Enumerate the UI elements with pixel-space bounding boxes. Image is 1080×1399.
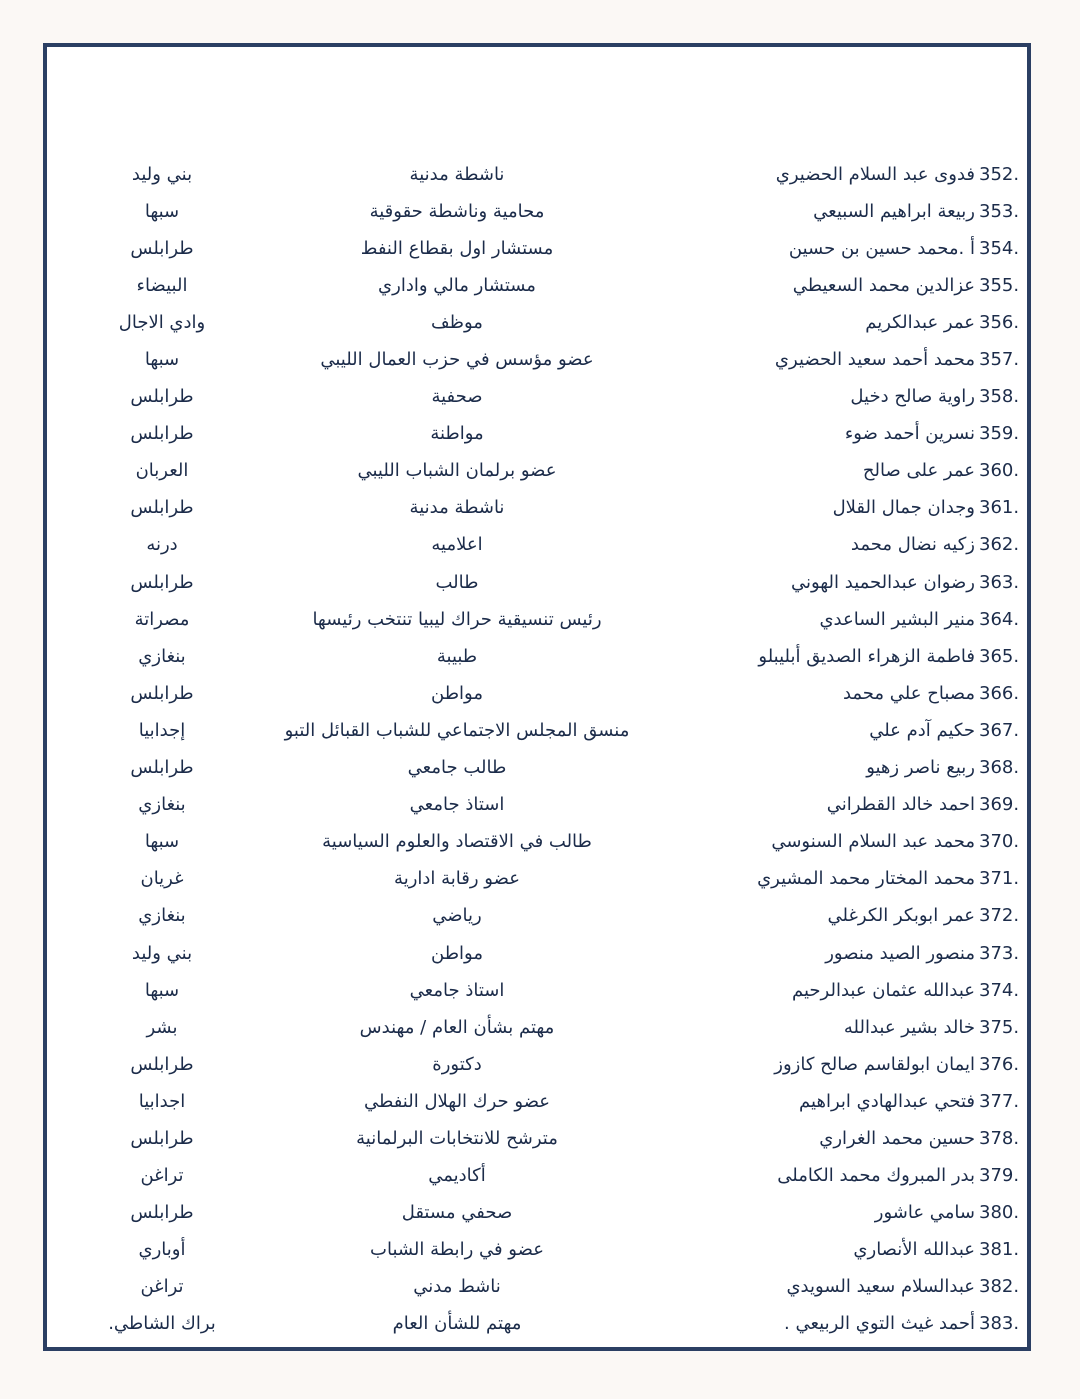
list-item: [47, 453, 1035, 490]
person-name: عمر عبدالكريم: [865, 311, 975, 333]
list-item: [47, 1232, 1035, 1269]
person-name: عزالدين محمد السعيطي: [792, 274, 975, 296]
row-number: 372.: [979, 905, 1020, 927]
person-role: ناشطة مدنية: [409, 163, 505, 185]
list-item: [47, 712, 1035, 749]
person-city: البيضاء: [136, 274, 188, 296]
list-item: [47, 675, 1035, 712]
person-name: فدوى عبد السلام الحضيري: [775, 163, 975, 185]
person-role: أكاديمي: [428, 1165, 486, 1187]
person-role: منسق المجلس الاجتماعي للشباب القبائل التبو: [284, 719, 630, 741]
list-item: [47, 267, 1035, 304]
list-item: [47, 230, 1035, 267]
row-number: 370.: [979, 831, 1020, 853]
person-name: محمد عبد السلام السنوسي: [771, 831, 975, 853]
person-city: بشر: [146, 1016, 178, 1038]
row-number: 383.: [979, 1313, 1020, 1335]
row-number: 362.: [979, 534, 1020, 556]
row-number: 380.: [979, 1202, 1020, 1224]
person-city: بنغازي: [138, 905, 186, 927]
person-name: ربيعة ابراهيم السبيعي: [813, 200, 975, 222]
person-role: استاذ جامعي: [409, 979, 505, 1001]
list-item: [47, 1306, 1035, 1343]
person-role: عضو مؤسس في حزب العمال الليبي: [320, 349, 594, 371]
person-city: طرابلس: [130, 571, 194, 593]
list-item: [47, 527, 1035, 564]
person-role: طالب: [435, 571, 479, 593]
person-role: مهتم للشأن العام: [392, 1313, 522, 1335]
row-number: 357.: [979, 349, 1020, 371]
person-role: محامية وناشطة حقوقية: [369, 200, 545, 222]
person-name: عبدالله عثمان عبدالرحيم: [791, 979, 975, 1001]
person-city: العربان: [135, 460, 189, 482]
person-role: اعلاميه: [431, 534, 483, 556]
person-role: دكتورة: [432, 1053, 482, 1075]
person-city: طرابلس: [130, 1053, 194, 1075]
person-role: صحفية: [431, 386, 483, 408]
person-name: فاطمة الزهراء الصديق أبليبلو: [758, 645, 975, 667]
person-name: أ .محمد حسين بن حسين: [788, 237, 975, 259]
list-item: [47, 1009, 1035, 1046]
document-frame: [43, 43, 1031, 1351]
list-item: [47, 1158, 1035, 1195]
list-item: [47, 564, 1035, 601]
person-city: طرابلس: [130, 1127, 194, 1149]
row-number: 378.: [979, 1127, 1020, 1149]
row-number: 379.: [979, 1165, 1020, 1187]
row-number: 368.: [979, 757, 1020, 779]
row-number: 375.: [979, 1016, 1020, 1038]
person-role: استاذ جامعي: [409, 794, 505, 816]
person-role: ناشطة مدنية: [409, 497, 505, 519]
person-city: سبها: [144, 200, 180, 222]
list-item: [47, 750, 1035, 787]
person-name: عبدالله الأنصاري: [853, 1239, 975, 1261]
list-item: [47, 379, 1035, 416]
person-city: سبها: [144, 831, 180, 853]
row-number: 353.: [979, 200, 1020, 222]
person-city: براك الشاطي.: [108, 1313, 216, 1335]
person-name: أحمد غيث التوي الربيعي .: [784, 1313, 975, 1335]
person-city: طرابلس: [130, 757, 194, 779]
person-name: احمد خالد القطراني: [826, 794, 975, 816]
list-item: [47, 1083, 1035, 1120]
person-role: موظف: [431, 311, 483, 333]
list-item: [47, 1120, 1035, 1157]
person-city: بني وليد: [131, 942, 193, 964]
names-list: [47, 156, 1035, 1343]
row-number: 371.: [979, 868, 1020, 890]
person-name: سامي عاشور: [874, 1202, 975, 1224]
person-city: مصراتة: [134, 608, 190, 630]
person-role: عضو في رابطة الشباب: [370, 1239, 544, 1261]
person-city: طرابلس: [130, 237, 194, 259]
list-item: [47, 341, 1035, 378]
list-item: [47, 1046, 1035, 1083]
list-item: [47, 824, 1035, 861]
row-number: 360.: [979, 460, 1020, 482]
row-number: 356.: [979, 311, 1020, 333]
person-name: محمد أحمد سعيد الحضيري: [774, 349, 975, 371]
person-name: حسين محمد الغراري: [819, 1127, 975, 1149]
person-role: طالب في الاقتصاد والعلوم السياسية: [322, 831, 592, 853]
row-number: 359.: [979, 423, 1020, 445]
person-role: رئيس تنسيقية حراك ليبيا تنتخب رئيسها: [312, 608, 602, 630]
row-number: 367.: [979, 719, 1020, 741]
person-name: خالد بشير عبدالله: [843, 1016, 975, 1038]
person-name: نسرين أحمد ضوء: [844, 423, 975, 445]
person-name: منير البشير الساعدي: [819, 608, 975, 630]
person-city: سبها: [144, 979, 180, 1001]
person-name: زكيه نضال محمد: [850, 534, 975, 556]
person-role: عضو حرك الهلال النفطي: [363, 1090, 551, 1112]
row-number: 382.: [979, 1276, 1020, 1298]
person-city: أوباري: [138, 1239, 186, 1261]
person-city: سبها: [144, 349, 180, 371]
row-number: 363.: [979, 571, 1020, 593]
person-name: منصور الصيد منصور: [825, 942, 975, 964]
person-role: مترشح للانتخابات البرلمانية: [356, 1127, 558, 1149]
list-item: [47, 1195, 1035, 1232]
person-role: صحفي مستقل: [401, 1202, 513, 1224]
person-role: عضو برلمان الشباب الليبي: [357, 460, 557, 482]
person-city: طرابلس: [130, 386, 194, 408]
person-name: محمد المختار محمد المشيري: [757, 868, 975, 890]
person-name: راوية صالح دخيل: [850, 386, 975, 408]
list-item: [47, 601, 1035, 638]
person-role: مواطن: [431, 942, 483, 964]
list-item: [47, 490, 1035, 527]
person-name: عبدالسلام سعيد السويدي: [786, 1276, 975, 1298]
list-item: [47, 935, 1035, 972]
person-city: تراغن: [140, 1165, 184, 1187]
list-item: [47, 193, 1035, 230]
person-city: درنه: [146, 534, 178, 556]
list-item: [47, 1269, 1035, 1306]
person-city: طرابلس: [130, 1202, 194, 1224]
person-role: ناشط مدني: [413, 1276, 501, 1298]
person-name: وجدان جمال القلال: [832, 497, 975, 519]
row-number: 369.: [979, 794, 1020, 816]
person-name: مصباح علي محمد: [842, 682, 975, 704]
row-number: 361.: [979, 497, 1020, 519]
list-item: [47, 416, 1035, 453]
row-number: 354.: [979, 237, 1020, 259]
person-name: حكيم آدم علي: [869, 719, 975, 741]
person-city: بني وليد: [131, 163, 193, 185]
row-number: 355.: [979, 274, 1020, 296]
person-name: ربيع ناصر زهيو: [866, 757, 975, 779]
person-city: بنغازي: [138, 794, 186, 816]
person-city: طرابلس: [130, 423, 194, 445]
person-city: طرابلس: [130, 682, 194, 704]
person-name: ايمان ابولقاسم صالح كازوز: [774, 1053, 975, 1075]
person-name: فتحي عبدالهادي ابراهيم: [799, 1090, 975, 1112]
row-number: 364.: [979, 608, 1020, 630]
list-item: [47, 304, 1035, 341]
row-number: 376.: [979, 1053, 1020, 1075]
person-role: مواطنة: [430, 423, 484, 445]
person-city: بنغازي: [138, 645, 186, 667]
row-number: 365.: [979, 645, 1020, 667]
person-name: عمر على صالح: [862, 460, 975, 482]
person-role: طالب جامعي: [407, 757, 507, 779]
person-city: وادي الاجال: [118, 311, 206, 333]
person-role: مواطن: [431, 682, 483, 704]
person-city: اجدابيا: [138, 1090, 186, 1112]
person-name: رضوان عبدالحميد الهوني: [790, 571, 975, 593]
person-role: مستشار مالي واداري: [378, 274, 536, 296]
row-number: 374.: [979, 979, 1020, 1001]
list-item: [47, 898, 1035, 935]
person-role: عضو رقابة ادارية: [394, 868, 520, 890]
list-item: [47, 787, 1035, 824]
row-number: 358.: [979, 386, 1020, 408]
list-item: [47, 972, 1035, 1009]
person-role: رياضي: [432, 905, 482, 927]
person-city: غريان: [140, 868, 184, 890]
row-number: 377.: [979, 1090, 1020, 1112]
row-number: 352.: [979, 163, 1020, 185]
person-city: إجدابيا: [138, 719, 186, 741]
row-number: 366.: [979, 682, 1020, 704]
person-role: مهتم بشأن العام / مهندس: [359, 1016, 555, 1038]
list-item: [47, 156, 1035, 193]
list-item: [47, 861, 1035, 898]
person-name: عمر ابوبكر الكرغلي: [827, 905, 975, 927]
person-city: تراغن: [140, 1276, 184, 1298]
row-number: 381.: [979, 1239, 1020, 1261]
person-city: طرابلس: [130, 497, 194, 519]
list-item: [47, 638, 1035, 675]
person-role: مستشار اول بقطاع النفط: [360, 237, 554, 259]
person-name: بدر المبروك محمد الكاملى: [777, 1165, 975, 1187]
person-role: طبيبة: [436, 645, 478, 667]
row-number: 373.: [979, 942, 1020, 964]
